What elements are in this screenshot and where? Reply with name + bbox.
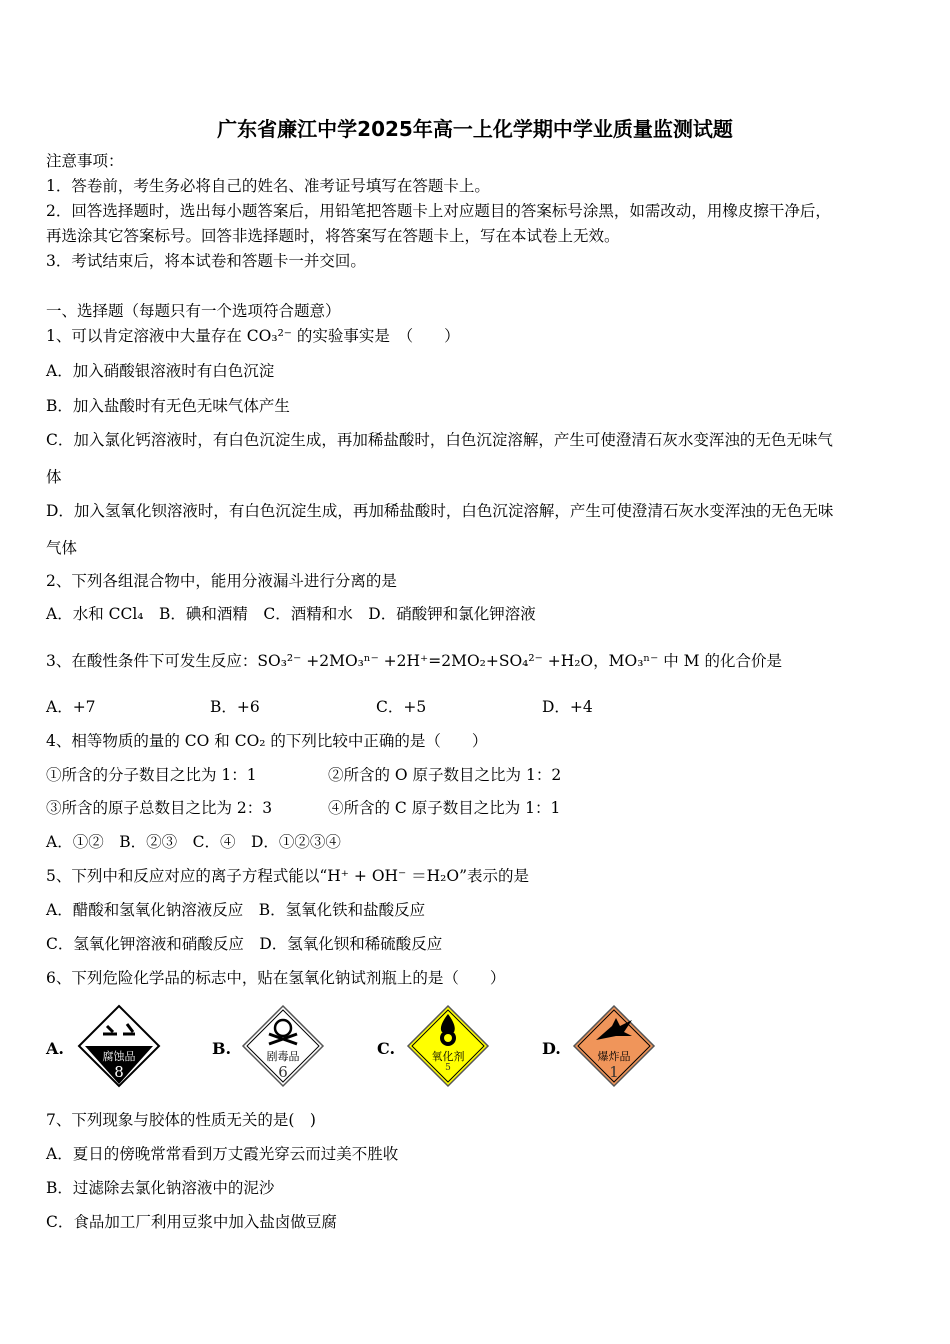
hazard-sign-toxic [241, 1004, 325, 1088]
q4-options: A．①② B．②③ C．④ D．①②③④ [46, 833, 341, 851]
q4-item-3: ③所含的原子总数目之比为 2：3 [46, 799, 273, 817]
hazard-class-number: 8 [114, 1063, 124, 1081]
q7-option-a: A．夏日的傍晚常常看到万丈霞光穿云而过美不胜收 [46, 1145, 399, 1163]
hazard-class-number: 5 [445, 1063, 451, 1073]
hazard-sign-text: 氧化剂 [431, 1050, 465, 1063]
q1-option-d-cont: 气体 [46, 539, 78, 557]
question-4-stem: 4、相等物质的量的 CO 和 CO₂ 的下列比较中正确的是（ ） [46, 732, 488, 750]
q1-option-c-cont: 体 [46, 468, 62, 486]
hazard-class-number: 6 [278, 1063, 288, 1081]
q3-option-a: A．+7 [46, 698, 96, 716]
q6-option-label: B. [212, 1039, 232, 1058]
hazard-sign-text: 剧毒品 [266, 1050, 300, 1063]
notice-item: 3．考试结束后，将本试卷和答题卡一并交回。 [46, 252, 366, 270]
q2-options: A．水和 CCl₄ B．碘和酒精 C．酒精和水 D．硝酸钾和氯化钾溶液 [46, 605, 536, 623]
section-heading: 一、选择题（每题只有一个选项符合题意） [46, 302, 341, 320]
notice-item: 2．回答选择题时，选出每小题答案后，用铅笔把答题卡上对应题目的答案标号涂黑，如需改动，用橡皮擦干净后， [46, 202, 831, 220]
question-6-stem: 6、下列危险化学品的标志中，贴在氢氧化钠试剂瓶上的是（ ） [46, 969, 506, 987]
q1-option-d: D．加入氢氧化钡溶液时，有白色沉淀生成，再加稀盐酸时，白色沉淀溶解，产生可使澄清石灰水变浑浊的无色无味 [46, 502, 834, 520]
question-5-stem: 5、下列中和反应对应的离子方程式能以“H⁺ + OH⁻ ＝H₂O”表示的是 [46, 867, 530, 885]
hazard-sign-explosive [572, 1004, 656, 1088]
hazard-sign-oxidizer [406, 1004, 490, 1088]
q1-option-b: B．加入盐酸时有无色无味气体产生 [46, 397, 290, 415]
question-7-stem: 7、下列现象与胶体的性质无关的是( ) [46, 1111, 316, 1129]
q3-option-b: B．+6 [210, 698, 260, 716]
q1-option-c: C．加入氯化钙溶液时，有白色沉淀生成，再加稀盐酸时，白色沉淀溶解，产生可使澄清石灰水变浑浊的无色无味气 [46, 431, 833, 449]
hazard-sign-text: 爆炸品 [597, 1050, 631, 1063]
hazard-class-number: 1 [609, 1063, 619, 1081]
q7-option-c: C．食品加工厂利用豆浆中加入盐卤做豆腐 [46, 1213, 337, 1231]
q7-option-b: B．过滤除去氯化钠溶液中的泥沙 [46, 1179, 275, 1197]
notice-item: 再选涂其它答案标号。回答非选择题时，将答案写在答题卡上，写在本试卷上无效。 [46, 227, 620, 245]
q6-option-label: C. [377, 1039, 396, 1058]
notice-item: 1．答卷前，考生务必将自己的姓名、准考证号填写在答题卡上。 [46, 177, 490, 195]
q5-options-1: A．醋酸和氢氧化钠溶液反应 B．氢氧化铁和盐酸反应 [46, 901, 426, 919]
hazard-sign-text: 腐蚀品 [102, 1050, 136, 1063]
hazard-sign-corrosive [77, 1004, 161, 1088]
q3-option-c: C．+5 [376, 698, 427, 716]
q3-option-d: D．+4 [542, 698, 593, 716]
q4-item-4: ④所含的 C 原子数目之比为 1：1 [328, 799, 561, 817]
page-title: 广东省廉江中学2025年高一上化学期中学业质量监测试题 [217, 117, 733, 141]
q1-option-a: A．加入硝酸银溶液时有白色沉淀 [46, 362, 275, 380]
q6-option-label: A. [46, 1039, 64, 1058]
notice-heading: 注意事项： [46, 152, 124, 170]
question-2-stem: 2、下列各组混合物中，能用分液漏斗进行分离的是 [46, 572, 397, 590]
q6-option-label: D. [542, 1039, 561, 1058]
q4-item-1: ①所含的分子数目之比为 1：1 [46, 766, 257, 784]
question-3-stem: 3、在酸性条件下可发生反应：SO₃²⁻ +2MO₃ⁿ⁻ +2H⁺=2MO₂+SO₄²⁻ +H₂O，MO₃ⁿ⁻ 中 M 的化合价是 [46, 652, 782, 670]
q5-options-2: C．氢氧化钾溶液和硝酸反应 D．氢氧化钡和稀硫酸反应 [46, 935, 443, 953]
question-1-stem: 1、可以肯定溶液中大量存在 CO₃²⁻ 的实验事实是 （ ） [46, 327, 460, 345]
q4-item-2: ②所含的 O 原子数目之比为 1：2 [328, 766, 562, 784]
